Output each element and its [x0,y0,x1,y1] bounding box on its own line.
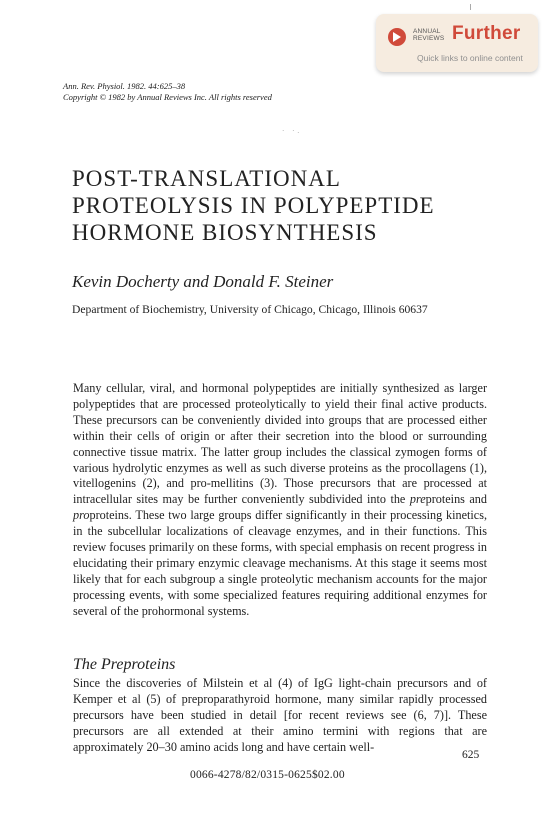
play-circle-icon [388,28,406,46]
annual-reviews-logo-text: ANNUAL REVIEWS [413,28,445,42]
corner-tick [470,4,471,10]
authors: Kevin Docherty and Donald F. Steiner [72,272,334,291]
title-line-1: POST-TRANSLATIONAL [72,166,341,191]
further-banner[interactable] [376,14,538,72]
citation-line-1: Ann. Rev. Physiol. 1982. 44:625–38 [63,81,186,91]
further-tagline: Quick links to online content [417,53,523,63]
section-paragraph: Since the discoveries of Milstein et al (4) of IgG light-chain precursors and of Kemper et al (5) of preproparathyroid hormone, many similar rapidly processed precursors have been studied in detail [for recent reviews see (6, 7)]. These precursors are all extended at their amino termini with regions that are approximately 20–30 amino acids long and have certain well- [73,676,487,754]
further-word: Further [452,23,521,44]
citation-line-2: Copyright © 1982 by Annual Reviews Inc. All rights reserved [63,92,272,102]
page-number: 625 [462,749,480,761]
scan-specks: · ·. [282,127,303,135]
section-heading-preproteins: The Preproteins [73,656,176,673]
article-code: 0066-4278/82/0315-0625$02.00 [190,769,345,781]
journal-citation [63,81,272,103]
affiliation: Department of Biochemistry, University of Chicago, Chicago, Illinois 60637 [72,303,428,316]
intro-paragraph: Many cellular, viral, and hormonal polypeptides are initially synthesized as larger polypeptides that are processed proteolytically to yield their final active products. These precursors can be conveniently divided into groups that are processed either within their cells of origin or after their secretion into the blood or surrounding connective tissue matrix. The latter group includes the classical zymogen forms of various hydrolytic enzymes as well as such diverse proteins as the procollagens (1), vitellogenins (2), and pro-mellitins (3). Those precursors that are processed at intracellular sites may be further conveniently subdivided into the preproteins and proproteins. These two large groups differ significantly in their processing kinetics, in the subcellular localizations of cleavage enzymes, and in their functions. This review focuses primarily on these forms, with special emphasis on recent progress in elucidating their primary enzymic cleavage mechanisms. At this stage it seems most likely that for each subgroup a single proteolytic mechanism accounts for the major processing events, with some specialized features requiring additional enzymes for several of the prohormonal systems. [73,381,487,618]
title-line-2: PROTEOLYSIS IN POLYPEPTIDE [72,193,435,218]
article-title [72,165,502,246]
title-line-3: HORMONE BIOSYNTHESIS [72,220,378,245]
